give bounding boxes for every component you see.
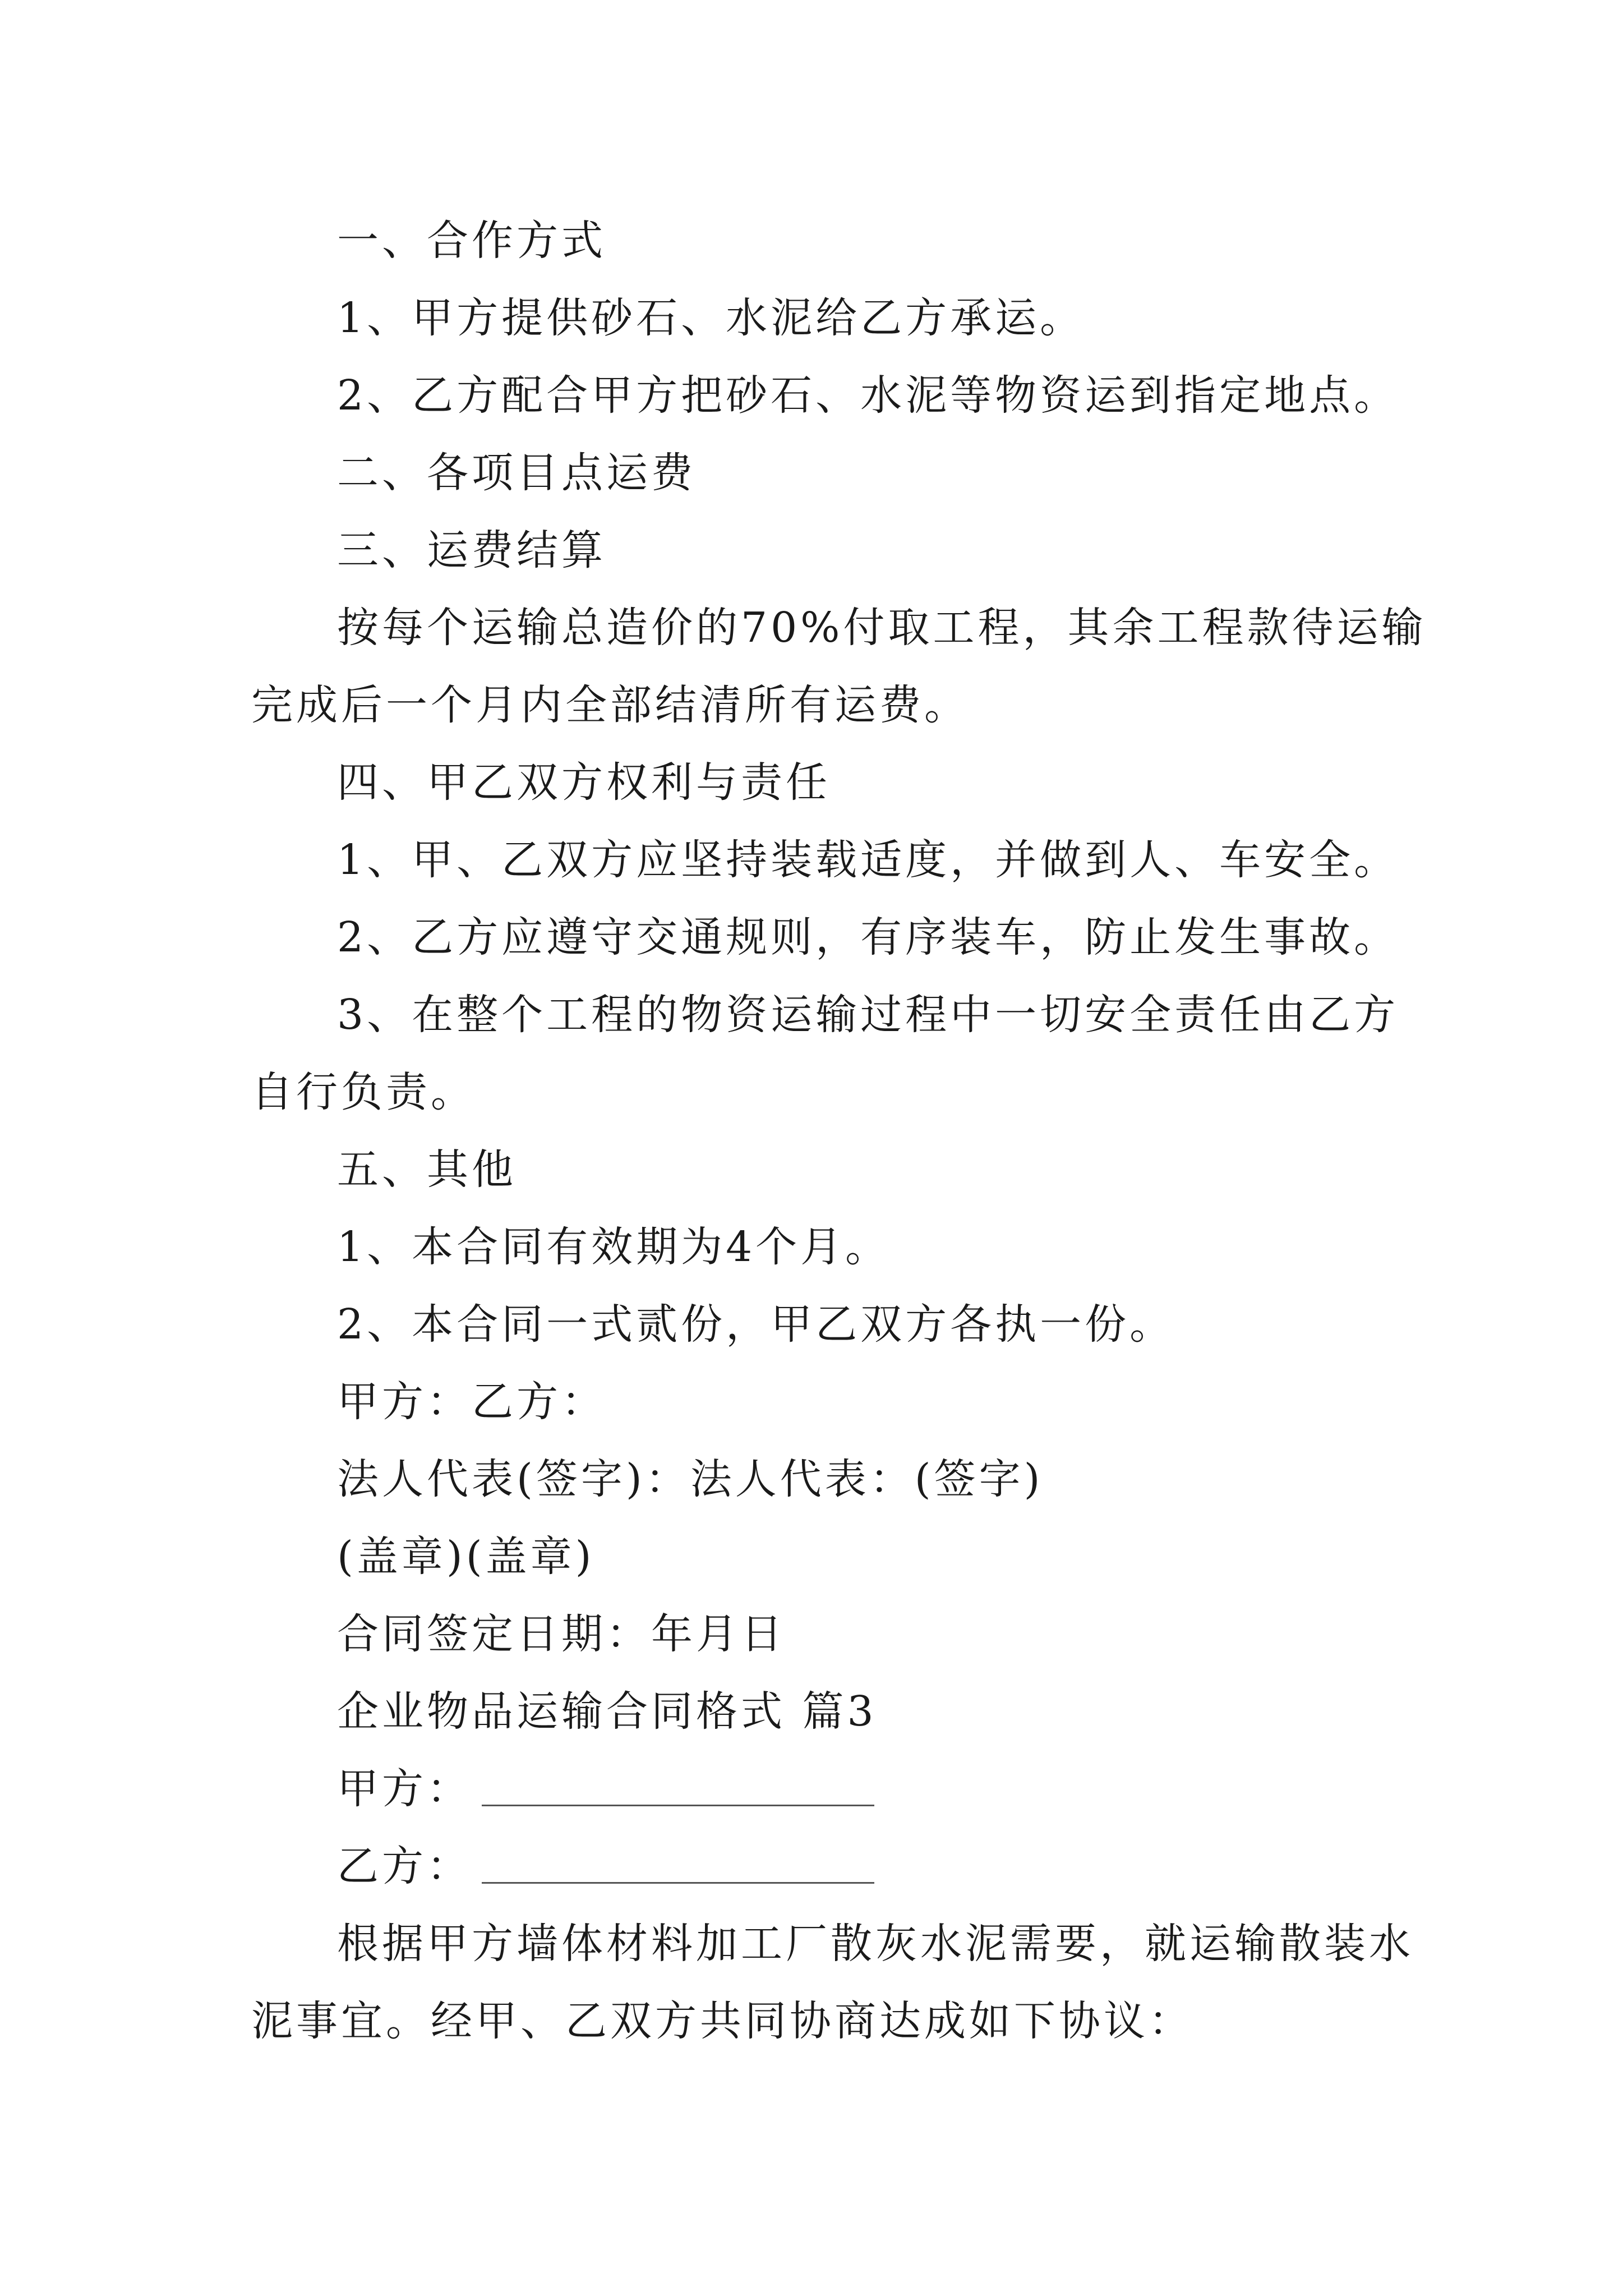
paragraph-line: 1、本合同有效期为4个月。 [337, 1223, 891, 1271]
paragraph-line: 3、在整个工程的物资运输过程中一切安全责任由乙方 [337, 991, 1399, 1039]
party-a-blank [482, 1805, 874, 1806]
party-b-blank [482, 1882, 874, 1884]
paragraph-line-continued: 泥事宜。经甲、乙双方共同协商达成如下协议： [251, 1997, 1193, 2045]
paragraph-line-continued: 完成后一个月内全部结清所有运费。 [251, 681, 969, 729]
signature-parties: 甲方：乙方： [337, 1378, 606, 1426]
paragraph-line: 2、乙方配合甲方把砂石、水泥等物资运到指定地点。 [337, 371, 1399, 420]
section-heading-other: 五、其他 [337, 1145, 517, 1194]
paragraph-line: 1、甲方提供砂石、水泥给乙方承运。 [337, 294, 1085, 342]
signing-date: 合同签定日期：年月日 [337, 1610, 786, 1658]
party-a-field [337, 1765, 874, 1813]
section-heading-cooperation: 一、合作方式 [337, 217, 606, 265]
paragraph-line-continued: 自行负责。 [251, 1068, 476, 1116]
section-heading-rights: 四、甲乙双方权利与责任 [337, 758, 831, 807]
signature-seals: (盖章)(盖章) [337, 1533, 595, 1581]
section-heading-freight: 二、各项目点运费 [337, 449, 696, 497]
paragraph-line: 根据甲方墙体材料加工厂散灰水泥需要，就运输散装水 [337, 1920, 1414, 1968]
party-a-label: 甲方： [337, 1765, 472, 1813]
section-heading-settlement: 三、运费结算 [337, 526, 606, 574]
party-b-label: 乙方： [337, 1842, 472, 1890]
document-part-title: 企业物品运输合同格式 篇3 [337, 1687, 877, 1736]
signature-representatives: 法人代表(签字)：法人代表：(签字) [337, 1455, 1044, 1503]
paragraph-line: 按每个运输总造价的70%付取工程，其余工程款待运输 [337, 604, 1427, 652]
paragraph-line: 2、乙方应遵守交通规则，有序装车，防止发生事故。 [337, 913, 1399, 961]
paragraph-line: 1、甲、乙双方应坚持装载适度，并做到人、车安全。 [337, 836, 1399, 884]
party-b-field [337, 1842, 874, 1890]
paragraph-line: 2、本合同一式贰份，甲乙双方各执一份。 [337, 1300, 1175, 1349]
